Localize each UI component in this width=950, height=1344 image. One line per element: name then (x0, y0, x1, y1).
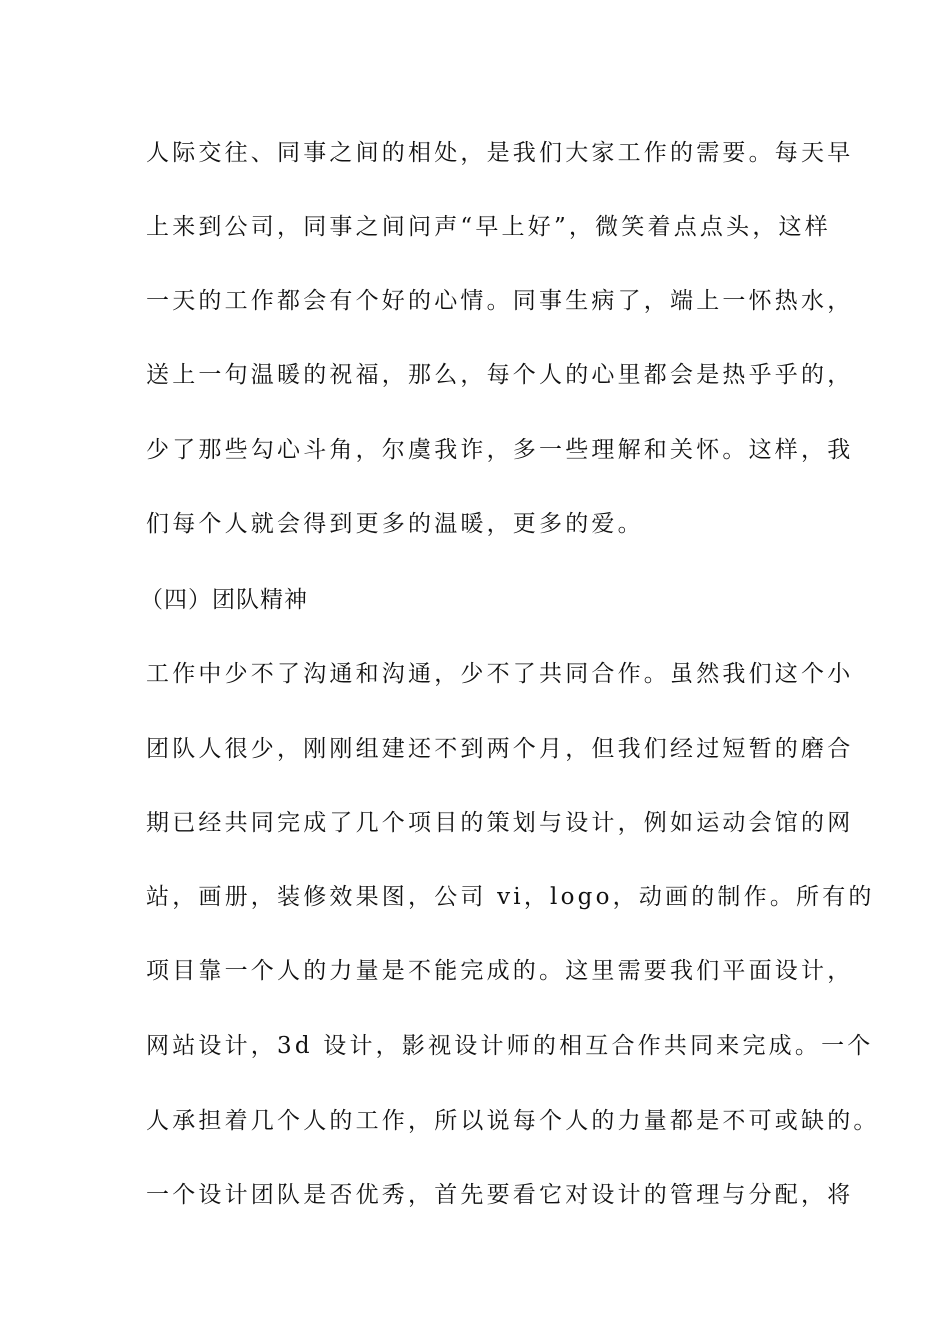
paragraph-line: 少了那些勾心斗角，尔虞我诈，多一些理解和关怀。这样，我 (146, 437, 854, 463)
paragraph-line: 一个设计团队是否优秀，首先要看它对设计的管理与分配，将 (146, 1182, 854, 1208)
paragraph-line: 送上一句温暖的祝福，那么，每个人的心里都会是热乎乎的， (146, 362, 854, 388)
paragraph-line: 项目靠一个人的力量是不能完成的。这里需要我们平面设计， (146, 958, 854, 984)
paragraph-line: 一天的工作都会有个好的心情。同事生病了，端上一怀热水， (146, 288, 854, 314)
paragraph-line: 工作中少不了沟通和沟通，少不了共同合作。虽然我们这个小 (146, 661, 854, 687)
paragraph-line: 站，画册，装修效果图，公司 vi，logo，动画的制作。所有的 (146, 884, 875, 910)
paragraph-line: 网站设计，3d 设计，影视设计师的相互合作共同来完成。一个 (146, 1033, 874, 1059)
paragraph-line: 团队人很少，刚刚组建还不到两个月，但我们经过短暂的磨合 (146, 736, 854, 762)
section-heading: （四）团队精神 (140, 587, 308, 613)
paragraph-line: 们每个人就会得到更多的温暖，更多的爱。 (146, 511, 644, 537)
paragraph-line: 上来到公司，同事之间问声“早上好”，微笑着点点头，这样 (146, 214, 831, 240)
paragraph-line: 人际交往、同事之间的相处，是我们大家工作的需要。每天早 (146, 140, 854, 166)
paragraph-line: 人承担着几个人的工作，所以说每个人的力量都是不可或缺的。 (146, 1108, 880, 1134)
paragraph-line: 期已经共同完成了几个项目的策划与设计，例如运动会馆的网 (146, 810, 854, 836)
